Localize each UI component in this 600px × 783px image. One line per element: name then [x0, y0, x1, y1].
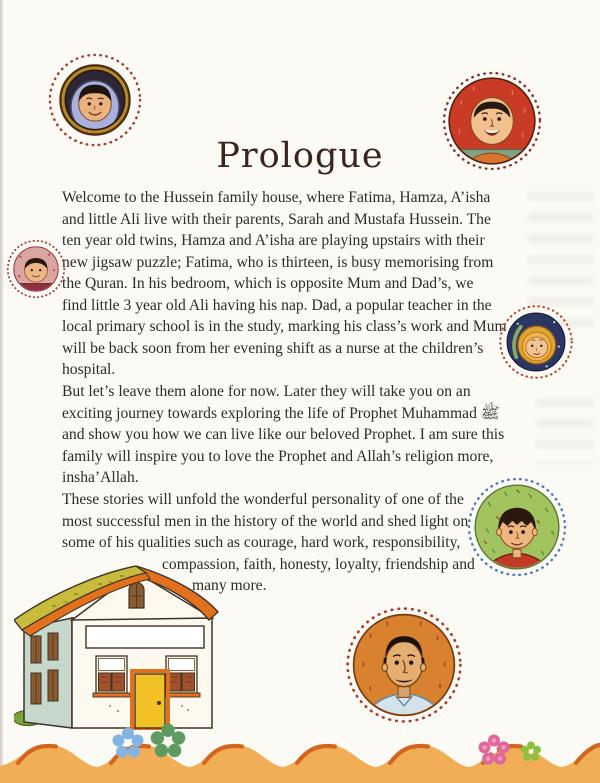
portrait-toddler-pink — [6, 239, 66, 304]
text-line: and little Ali live with their parents, Sarah and Mustafa Hussein. The — [62, 210, 491, 228]
text-line: exciting journey towards exploring the life of Prophet Muhammad ﷺ — [62, 404, 500, 422]
text-line: These stories will unfold the wonderful personality of one of the — [62, 491, 464, 508]
house-icon — [14, 556, 219, 736]
baby-crescent-icon — [498, 304, 574, 380]
text-line: compassion, faith, honesty, loyalty, friendship and — [162, 555, 475, 573]
portrait-father — [344, 605, 464, 730]
text-line: the Quran. In his bedroom, which is opposite Mum and Dad’s, we — [62, 275, 474, 292]
portrait-boy-blue-hood — [47, 52, 143, 153]
text-line: ten year old twins, Hamza and A’isha are playing upstairs with their — [62, 232, 485, 249]
paragraph-1 — [62, 187, 507, 381]
text-line: new jigsaw puzzle; Fatima, who is thirteen, is busy memorising from — [62, 253, 494, 271]
text-line: hospital. — [62, 361, 116, 378]
text-line: Welcome to the Hussein family house, where Fatima, Hamza, A’isha — [62, 189, 491, 206]
text-line: family will inspire you to love the Prophet and Allah’s religion more, — [62, 447, 494, 465]
text-line: will be back soon from her evening shift as a nurse at the children’s — [62, 339, 484, 357]
text-line: find little 3 year old Ali having his nap. Dad, a popular teacher in the — [62, 296, 492, 314]
portrait-girl-red-headscarf — [441, 70, 543, 177]
light-green-flower-icon — [520, 741, 542, 768]
green-flower-icon — [149, 723, 187, 766]
girl-red-headscarf-icon — [441, 70, 543, 172]
text-line: many more. — [192, 577, 267, 594]
text-line: insha’Allah. — [62, 469, 139, 486]
text-line: and show you how we can live like our beloved Prophet. I am sure this — [62, 426, 505, 443]
text-line: local primary school is in the study, marking his class’s work and Mum — [62, 318, 507, 335]
scan-edge-shadow — [0, 0, 4, 783]
boy-blue-hood-icon — [47, 52, 143, 148]
family-house-illustration — [14, 556, 219, 741]
father-icon — [344, 605, 464, 725]
portrait-boy-red-shirt — [466, 476, 568, 583]
blue-flower-icon — [111, 727, 145, 766]
paragraph-2 — [62, 381, 504, 489]
pink-flower-icon — [477, 734, 511, 773]
boy-red-shirt-icon — [466, 476, 568, 578]
portrait-baby-crescent — [498, 304, 574, 385]
toddler-pink-icon — [6, 239, 66, 299]
text-line: But let’s leave them alone for now. Later they will take you on an — [62, 383, 471, 400]
page-title: Prologue — [216, 136, 384, 176]
bleedthrough-ghost — [536, 398, 594, 464]
text-line: some of his qualities such as courage, hard work, responsibility, — [62, 534, 461, 551]
text-line: most successful men in the history of the world and shed light on — [62, 512, 469, 530]
